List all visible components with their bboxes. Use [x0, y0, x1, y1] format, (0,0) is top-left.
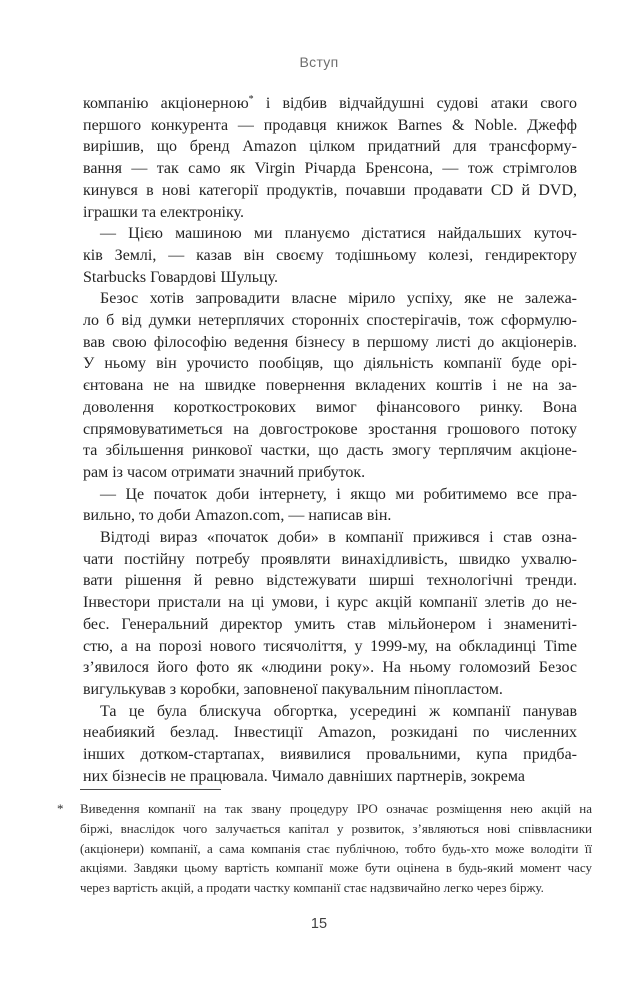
text-line: біржі, внаслідок чого залучається капітал у розвиток, з’являються нові співвласники — [80, 820, 592, 836]
text-line: — Цією машиною ми плануємо дістатися найдальших куточ- — [100, 225, 577, 243]
footnote-ref-asterisk: * — [248, 94, 254, 105]
footnote-text — [80, 799, 592, 898]
text-line: ків Землі, — казав він своєму тодішньому колезі, гендиректору — [83, 246, 577, 264]
text-line: компанію акціонерною* і відбив відчайдушні судові атаки свого — [83, 94, 577, 112]
paragraph — [83, 223, 577, 288]
text-line: Та це була блискуча обгортка, усередині ж компанії панував — [100, 702, 577, 720]
paragraph — [83, 701, 577, 788]
running-header: Вступ — [299, 54, 339, 70]
text-line: вання — так само як Virgin Річарда Бренсона, — тож стрімголов — [83, 160, 577, 178]
text-line: неабиякий безлад. Інвестиції Amazon, розкидані по численних — [83, 724, 577, 742]
footnote-separator — [80, 789, 221, 790]
body-text — [83, 93, 577, 788]
text-line: спрямовуватиметься на довгострокове зростання грошового потоку — [83, 420, 577, 438]
paragraph — [83, 527, 577, 701]
text-line: інших дотком-стартапах, виявилися провальними, купа придба- — [83, 746, 577, 764]
text-line: них бізнесів не працювала. Чимало давніших партнерів, зокрема — [83, 767, 525, 785]
paragraph — [83, 93, 577, 223]
text-line: через вартість акцій, а продати частку компанії стає надзвичайно легко через біржу. — [80, 880, 544, 896]
text-line: рам із часом отримати значний прибуток. — [83, 463, 366, 481]
text-line: першого конкурента — продавця книжок Barnes & Noble. Джефф — [83, 116, 577, 134]
text-line: Виведення компанії на так звану процедуру IPO означає розміщення нею акцій на — [80, 801, 592, 816]
text-line: вати рішення й ревно відстежувати ширші технологічні тренди. — [83, 572, 577, 590]
text-line: — Це початок доби інтернету, і якщо ми робитимемо все пра- — [100, 485, 577, 503]
text-line: Starbucks Говардові Шульцу. — [83, 268, 278, 286]
text-line: бес. Генеральний директор умить став мільйонером і знамениті- — [83, 615, 577, 633]
text-line: акціями. Завдяки цьому вартість компанії може бути оцінена в будь-який момент часу — [80, 860, 592, 876]
text-line: вигулькував з коробки, заповненої пакувальним пінопластом. — [83, 680, 503, 698]
text-line: Відтоді вираз «початок доби» в компанії прижився і став озна- — [100, 529, 577, 547]
text-line: іграшки та електроніку. — [83, 203, 244, 221]
text-line: та збільшення ринкової частки, що дасть змогу терплячим акціоне- — [83, 442, 577, 460]
text-line: Безос хотів запровадити власне мірило успіху, яке не залежа- — [100, 290, 577, 308]
text-line: У ньому він урочисто пообіцяв, що діяльність компанії буде орі- — [83, 355, 577, 373]
text-line: вирішив, що бренд Amazon цілком придатний для трансформу- — [83, 138, 577, 156]
text-line: з’явилося його фото як «людини року». На ньому голомозий Безос — [83, 659, 577, 677]
footnote-marker: * — [57, 801, 64, 816]
text-line: Інвестори пристали на ці умови, і курс акцій компанії злетів до не- — [83, 594, 577, 612]
text-line: ло б від думки нетерплячих сторонніх спостерігачів, тож сформулю- — [83, 312, 577, 330]
text-line: вильно, то доби Amazon.com, — написав він. — [83, 507, 392, 525]
text-line: чати постійну потребу проявляти винахідливість, швидко ухвалю- — [83, 550, 577, 568]
text-line: доволення короткострокових вимог фінансового ринку. Вона — [83, 398, 577, 416]
text-line: вав свою філософію ведення бізнесу в першому листі до акціонерів. — [83, 333, 577, 351]
page-number: 15 — [310, 916, 328, 932]
paragraph — [83, 484, 577, 527]
text-line: єнтована не на швидке повернення вкладених коштів і не на за- — [83, 377, 577, 395]
text-line: (акціонери) компанії, а сама компанія стає публічною, тобто будь-хто може володіти її — [80, 840, 592, 856]
paragraph — [83, 288, 577, 483]
text-line: стю, а на порозі нового тисячоліття, у 1999-му, на обкладинці Time — [83, 637, 577, 655]
text-line: кинувся в нові категорії продуктів, почавши продавати CD й DVD, — [83, 181, 577, 199]
